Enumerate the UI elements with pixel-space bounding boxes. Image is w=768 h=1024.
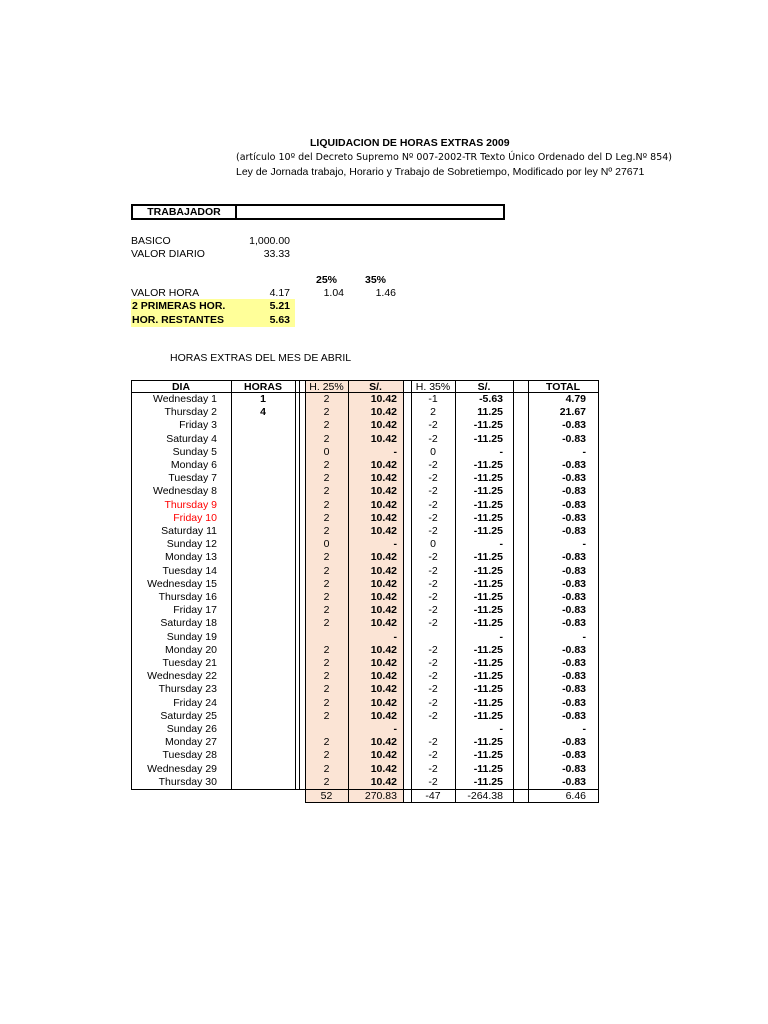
- h25-cell: 2: [323, 683, 330, 696]
- s25-cell: 10.42: [370, 419, 397, 432]
- s35-cell: -11.25: [473, 472, 503, 485]
- s35-cell: -11.25: [473, 511, 503, 524]
- valor-hora-35: 1.46: [375, 287, 396, 299]
- h35-cell: -2: [428, 419, 438, 432]
- table-row: [0, 578, 768, 591]
- total-cell: -0.83: [562, 696, 586, 709]
- dia-cell: Thursday 9: [164, 498, 217, 511]
- table-row: [0, 749, 768, 762]
- table-row: [0, 551, 768, 564]
- total-cell: -0.83: [562, 643, 586, 656]
- section-title: HORAS EXTRAS DEL MES DE ABRIL: [170, 352, 352, 364]
- s35-cell: -11.25: [473, 604, 503, 617]
- total-h35: -47: [425, 790, 441, 802]
- total-cell: -0.83: [562, 459, 586, 471]
- h25-cell: 2: [323, 670, 330, 683]
- h35-cell: -2: [428, 591, 438, 603]
- valor-hora-label: VALOR HORA: [131, 287, 200, 299]
- h25-cell: 2: [323, 393, 330, 405]
- dia-cell: Thursday 23: [158, 683, 217, 696]
- table-row: [0, 419, 768, 432]
- h25-cell: 2: [323, 406, 330, 419]
- horas-cell: 4: [260, 406, 266, 419]
- s35-cell: 11.25: [477, 406, 503, 419]
- valor-diario-value: 33.33: [263, 248, 290, 260]
- h25-cell: 0: [323, 538, 330, 551]
- s25-header: S/.: [369, 381, 382, 393]
- s25-cell: 10.42: [370, 432, 397, 445]
- dia-cell: Sunday 12: [166, 538, 217, 551]
- total-cell: -0.83: [562, 736, 586, 749]
- h25-cell: 2: [323, 762, 330, 775]
- total-cell: -0.83: [562, 762, 586, 775]
- grand-total: 6.46: [565, 790, 586, 802]
- s25-cell: 10.42: [370, 459, 397, 471]
- primeras-label: 2 PRIMERAS HOR.: [132, 300, 226, 312]
- s35-cell: -11.25: [473, 696, 503, 709]
- s35-cell: -11.25: [473, 670, 503, 683]
- total-cell: -0.83: [562, 604, 586, 617]
- table-row: [0, 723, 768, 736]
- horas-cell: 1: [260, 393, 266, 405]
- s35-cell: -: [499, 630, 503, 643]
- h25-cell: 2: [323, 564, 330, 577]
- valor-hora-value: 4.17: [269, 287, 290, 299]
- s25-cell: 10.42: [370, 617, 397, 630]
- total-cell: -: [582, 445, 586, 458]
- h25-cell: 2: [323, 419, 330, 432]
- total-cell: -0.83: [562, 577, 586, 590]
- s35-cell: -11.25: [473, 775, 503, 788]
- s35-cell: -11.25: [473, 525, 503, 537]
- h35-cell: -2: [428, 696, 438, 709]
- valor-diario-label: VALOR DIARIO: [131, 248, 205, 260]
- h35-cell: -2: [428, 459, 438, 471]
- dia-cell: Sunday 26: [166, 723, 217, 735]
- dia-cell: Friday 24: [173, 696, 217, 709]
- table-row: [0, 472, 768, 485]
- s35-cell: -11.25: [473, 459, 503, 471]
- total-cell: -0.83: [562, 551, 586, 564]
- dia-cell: Monday 20: [165, 643, 217, 656]
- total-cell: -0.83: [562, 749, 586, 762]
- h25-cell: 2: [323, 709, 330, 722]
- h35-cell: -2: [428, 736, 438, 749]
- h25-cell: 2: [323, 749, 330, 762]
- s35-cell: -11.25: [473, 551, 503, 564]
- table-row: [0, 657, 768, 670]
- table-row: [0, 433, 768, 446]
- total-cell: -0.83: [562, 591, 586, 603]
- horas-header: HORAS: [244, 381, 282, 393]
- h25-cell: 2: [323, 617, 330, 630]
- table-row: [0, 736, 768, 749]
- totals-bottom-border: [305, 802, 599, 803]
- dia-cell: Sunday 5: [172, 445, 217, 458]
- h35-cell: -2: [428, 498, 438, 511]
- h25-cell: 2: [323, 525, 330, 537]
- h25-cell: 2: [323, 657, 330, 669]
- s25-cell: -: [393, 723, 397, 735]
- table-row: [0, 710, 768, 723]
- table-row: [0, 617, 768, 630]
- table-row: [0, 393, 768, 406]
- s35-cell: -: [499, 538, 503, 551]
- s35-cell: -11.25: [473, 709, 503, 722]
- total-cell: -0.83: [562, 419, 586, 432]
- s35-cell: -11.25: [473, 577, 503, 590]
- table-row: [0, 670, 768, 683]
- total-cell: -: [582, 630, 586, 643]
- s25-cell: 10.42: [370, 670, 397, 683]
- h35-cell: -1: [428, 393, 438, 405]
- total-s25: 270.83: [364, 790, 397, 802]
- h25-cell: 2: [323, 485, 330, 498]
- valor-hora-25: 1.04: [323, 287, 344, 299]
- h35-cell: -2: [428, 432, 438, 445]
- s25-cell: 10.42: [370, 591, 397, 603]
- s25-cell: 10.42: [370, 709, 397, 722]
- h35-cell: -2: [428, 683, 438, 696]
- s25-cell: -: [393, 630, 397, 643]
- dia-cell: Wednesday 8: [152, 485, 217, 498]
- basico-label: BASICO: [131, 235, 171, 247]
- h25-cell: 2: [323, 775, 330, 788]
- table-row: [0, 538, 768, 551]
- s35-cell: -11.25: [473, 683, 503, 696]
- dia-cell: Monday 13: [165, 551, 217, 564]
- dia-cell: Monday 27: [165, 736, 217, 749]
- dia-cell: Thursday 16: [158, 591, 217, 603]
- h25-cell: 2: [323, 643, 330, 656]
- s25-cell: 10.42: [370, 604, 397, 617]
- table-row: [0, 565, 768, 578]
- page-title: LIQUIDACION DE HORAS EXTRAS 2009: [310, 137, 510, 149]
- dia-header: DIA: [171, 381, 191, 393]
- total-cell: -0.83: [562, 670, 586, 683]
- total-cell: -0.83: [562, 617, 586, 630]
- s35-cell: -11.25: [473, 762, 503, 775]
- h25-cell: 2: [323, 551, 330, 564]
- h35-cell: -2: [428, 643, 438, 656]
- basico-value: 1,000.00: [249, 235, 290, 247]
- dia-cell: Wednesday 15: [147, 577, 217, 590]
- s25-cell: 10.42: [370, 498, 397, 511]
- total-cell: 21.67: [559, 406, 586, 419]
- h35-cell: -2: [428, 709, 438, 722]
- total-h25: 52: [320, 790, 333, 802]
- h25-cell: 2: [323, 511, 330, 524]
- s25-cell: 10.42: [370, 485, 397, 498]
- table-row: [0, 446, 768, 459]
- h25-cell: 0: [323, 445, 330, 458]
- h25-cell: 2: [323, 432, 330, 445]
- dia-cell: Thursday 30: [158, 775, 217, 788]
- total-header: TOTAL: [545, 381, 581, 393]
- table-row: [0, 525, 768, 538]
- s35-cell: -11.25: [473, 736, 503, 749]
- dia-cell: Saturday 25: [160, 709, 217, 722]
- h35-cell: -2: [428, 577, 438, 590]
- h35-cell: -2: [428, 657, 438, 669]
- h25-cell: 2: [323, 472, 330, 485]
- h35-cell: -2: [428, 485, 438, 498]
- h35-cell: -2: [428, 551, 438, 564]
- restantes-value: 5.63: [269, 314, 290, 326]
- table-row: [0, 644, 768, 657]
- table-row: [0, 591, 768, 604]
- total-cell: -0.83: [562, 498, 586, 511]
- subtitle-law: Ley de Jornada trabajo, Horario y Trabajo de Sobretiempo, Modificado por ley Nº 27671: [236, 166, 645, 178]
- total-cell: -0.83: [562, 525, 586, 537]
- total-cell: -0.83: [562, 683, 586, 696]
- h35-cell: -2: [428, 775, 438, 788]
- total-cell: -0.83: [562, 472, 586, 485]
- s25-cell: 10.42: [370, 551, 397, 564]
- worker-box: [131, 204, 505, 220]
- table-row: [0, 683, 768, 696]
- total-cell: -0.83: [562, 485, 586, 498]
- h35-cell: -2: [428, 670, 438, 683]
- dia-cell: Saturday 4: [166, 432, 217, 445]
- pct25-header: 25%: [316, 274, 338, 286]
- table-row: [0, 697, 768, 710]
- h25-cell: 2: [323, 459, 330, 471]
- h35-header: H. 35%: [415, 381, 451, 393]
- h25-cell: 2: [323, 736, 330, 749]
- h35-cell: -2: [428, 749, 438, 762]
- total-cell: -0.83: [562, 511, 586, 524]
- dia-cell: Monday 6: [170, 459, 217, 471]
- s35-cell: -11.25: [473, 419, 503, 432]
- h35-cell: -2: [428, 525, 438, 537]
- total-cell: -: [582, 538, 586, 551]
- h25-cell: 2: [323, 577, 330, 590]
- total-cell: -0.83: [562, 564, 586, 577]
- dia-cell: Friday 10: [173, 511, 217, 524]
- worker-label: TRABAJADOR: [133, 206, 237, 218]
- s25-cell: 10.42: [370, 775, 397, 788]
- dia-cell: Tuesday 14: [162, 564, 217, 577]
- s25-cell: 10.42: [370, 762, 397, 775]
- s35-cell: -11.25: [473, 485, 503, 498]
- dia-cell: Saturday 11: [161, 525, 217, 537]
- table-row: [0, 604, 768, 617]
- dia-cell: Tuesday 7: [168, 472, 217, 485]
- h25-cell: 2: [323, 696, 330, 709]
- dia-cell: Wednesday 29: [147, 762, 217, 775]
- total-cell: -: [582, 723, 586, 735]
- h35-cell: -2: [428, 564, 438, 577]
- h35-cell: 0: [430, 538, 436, 551]
- h25-cell: 2: [323, 604, 330, 617]
- total-cell: -0.83: [562, 775, 586, 788]
- table-row: [0, 406, 768, 419]
- s35-cell: -: [499, 723, 503, 735]
- subtitle-decree: (artículo 10º del Decreto Supremo Nº 007-2002-TR Texto Único Ordenado del D Leg.Nº 854): [236, 152, 672, 163]
- h25-header: H. 25%: [309, 381, 344, 393]
- s35-cell: -11.25: [473, 749, 503, 762]
- s25-cell: 10.42: [370, 657, 397, 669]
- s35-cell: -11.25: [473, 432, 503, 445]
- dia-cell: Tuesday 21: [162, 657, 217, 669]
- s25-cell: 10.42: [370, 643, 397, 656]
- s35-cell: -11.25: [473, 498, 503, 511]
- table-row: [0, 763, 768, 776]
- s25-cell: 10.42: [370, 406, 397, 419]
- s35-cell: -5.63: [479, 393, 503, 405]
- dia-cell: Wednesday 22: [147, 670, 217, 683]
- h35-cell: -2: [428, 472, 438, 485]
- s25-cell: 10.42: [370, 511, 397, 524]
- s25-cell: 10.42: [370, 472, 397, 485]
- s25-cell: 10.42: [370, 393, 397, 405]
- h35-cell: -2: [428, 762, 438, 775]
- s25-cell: 10.42: [370, 736, 397, 749]
- table-row: [0, 459, 768, 472]
- s35-header: S/.: [477, 381, 491, 393]
- s35-cell: -11.25: [473, 591, 503, 603]
- table-row: [0, 776, 768, 789]
- total-cell: -0.83: [562, 432, 586, 445]
- h35-cell: 0: [430, 445, 436, 458]
- h35-cell: -2: [428, 604, 438, 617]
- dia-cell: Saturday 18: [160, 617, 217, 630]
- s35-cell: -11.25: [473, 657, 503, 669]
- s35-cell: -11.25: [473, 643, 503, 656]
- dia-cell: Tuesday 28: [162, 749, 217, 762]
- pct35-header: 35%: [365, 274, 387, 286]
- dia-cell: Friday 3: [179, 419, 217, 432]
- s25-cell: 10.42: [370, 683, 397, 696]
- primeras-value: 5.21: [269, 300, 290, 312]
- h35-cell: -2: [428, 617, 438, 630]
- total-s35: -264.38: [467, 790, 503, 802]
- s25-cell: 10.42: [370, 525, 397, 537]
- s35-cell: -11.25: [473, 564, 503, 577]
- s25-cell: -: [393, 538, 397, 551]
- dia-cell: Thursday 2: [164, 406, 217, 419]
- total-cell: -0.83: [562, 657, 586, 669]
- table-row: [0, 512, 768, 525]
- s25-cell: 10.42: [370, 577, 397, 590]
- s25-cell: 10.42: [370, 564, 397, 577]
- total-cell: -0.83: [562, 709, 586, 722]
- h25-cell: 2: [323, 498, 330, 511]
- table-row: [0, 499, 768, 512]
- s25-cell: -: [393, 445, 397, 458]
- total-cell: 4.79: [565, 393, 586, 405]
- s25-cell: 10.42: [370, 696, 397, 709]
- table-row: [0, 631, 768, 644]
- table-row: [0, 485, 768, 498]
- s35-cell: -: [499, 445, 503, 458]
- dia-cell: Friday 17: [173, 604, 217, 617]
- dia-cell: Sunday 19: [166, 630, 217, 643]
- dia-cell: Wednesday 1: [152, 393, 217, 405]
- s35-cell: -11.25: [473, 617, 503, 630]
- restantes-label: HOR. RESTANTES: [132, 314, 224, 326]
- h35-cell: -2: [428, 511, 438, 524]
- h25-cell: 2: [323, 591, 330, 603]
- s25-cell: 10.42: [370, 749, 397, 762]
- h35-cell: 2: [430, 406, 436, 419]
